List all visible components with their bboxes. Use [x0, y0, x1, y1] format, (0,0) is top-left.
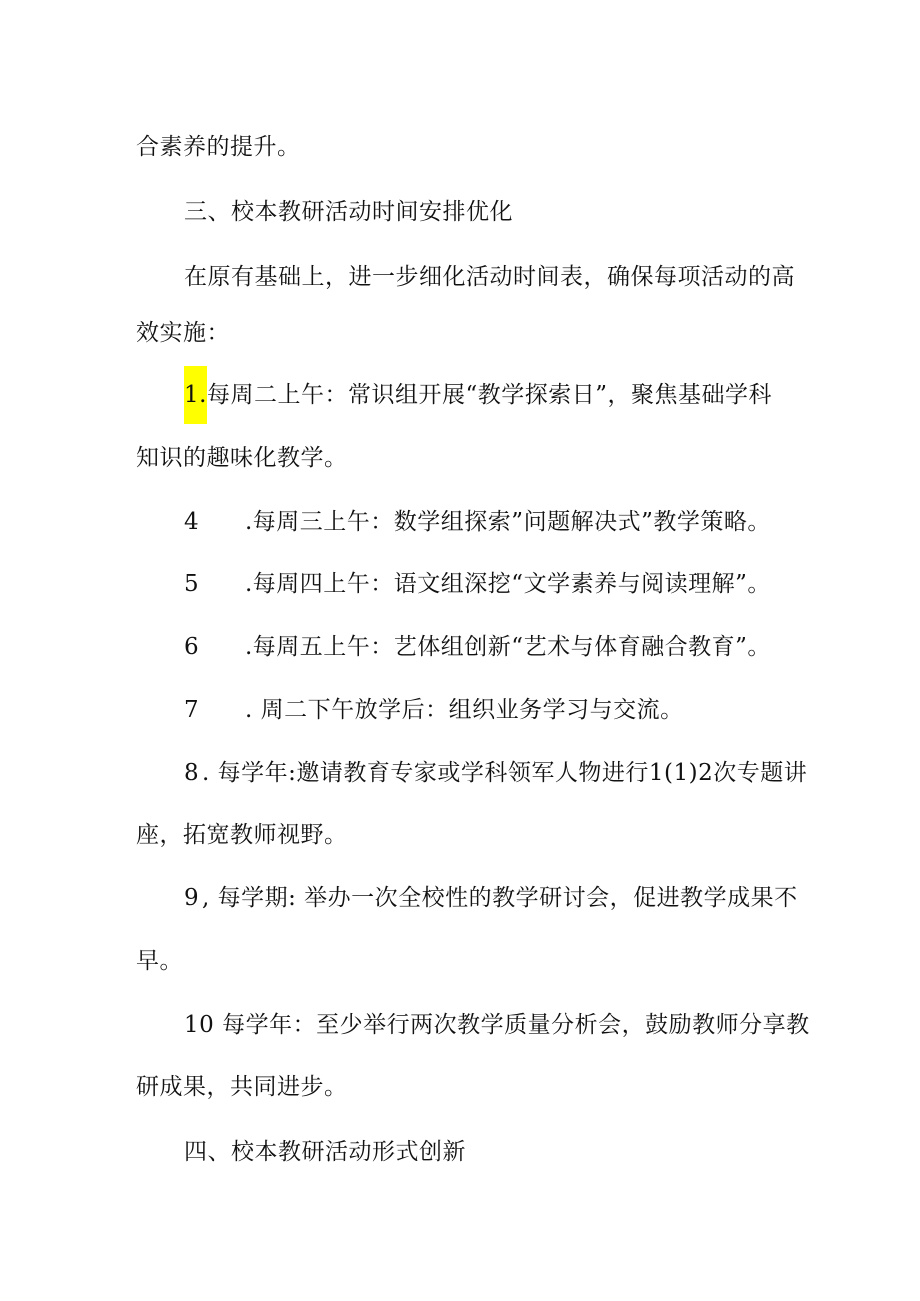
list-item-1 [184, 380, 772, 410]
list-item-10: 10 每学年：至少举行两次教学质量分析会，鼓励教师分享教 [184, 1012, 810, 1038]
list-item-4-text: .每周三上午：数学组探索”问题解决式”教学策略。 [245, 509, 771, 535]
section-heading-4: 四、校本教研活动形式创新 [184, 1139, 466, 1165]
paragraph-intro-cont: 效实施： [136, 320, 230, 346]
list-item-1-cont: 知识的趣味化教学。 [136, 445, 348, 471]
paragraph-intro: 在原有基础上，进一步细化活动时间表，确保每项活动的高 [184, 264, 795, 290]
list-item-9-text: , 每学期: 举办一次全校性的教学研讨会，促进教学成果不 [202, 885, 798, 911]
list-item-7-number: 7 [184, 697, 200, 723]
list-item-6 [184, 632, 771, 662]
list-item-1-text: 每周二上午：常识组开展“教学探索日”，聚焦基础学科 [206, 382, 772, 408]
paragraph-continuation: 合素养的提升。 [136, 134, 301, 160]
list-item-5 [184, 569, 771, 599]
list-item-9 [184, 883, 798, 913]
list-item-9-cont: 早。 [136, 948, 183, 974]
list-item-10-cont: 研成果，共同进步。 [136, 1074, 348, 1100]
list-item-9-number: 9 [184, 885, 200, 911]
list-item-8 [184, 758, 807, 788]
list-item-1-number-highlighted: 1. [184, 366, 207, 424]
list-item-7-text: . 周二下午放学后：组织业务学习与交流。 [245, 697, 684, 723]
list-item-8-cont: 座，拓宽教师视野。 [136, 822, 348, 848]
list-item-7 [184, 695, 684, 725]
list-item-5-number: 5 [184, 571, 200, 597]
list-item-6-number: 6 [184, 634, 200, 660]
list-item-8-number: 8 [184, 760, 200, 786]
list-item-8-text: . 每学年:邀请教育专家或学科领军人物进行1(1)2次专题讲 [202, 760, 808, 786]
list-item-4 [184, 507, 771, 537]
list-item-4-number: 4 [184, 509, 200, 535]
list-item-5-text: .每周四上午：语文组深挖“文学素养与阅读理解”。 [245, 571, 771, 597]
section-heading-3: 三、校本教研活动时间安排优化 [184, 199, 513, 225]
list-item-6-text: .每周五上午：艺体组创新“艺术与体育融合教育”。 [245, 634, 771, 660]
